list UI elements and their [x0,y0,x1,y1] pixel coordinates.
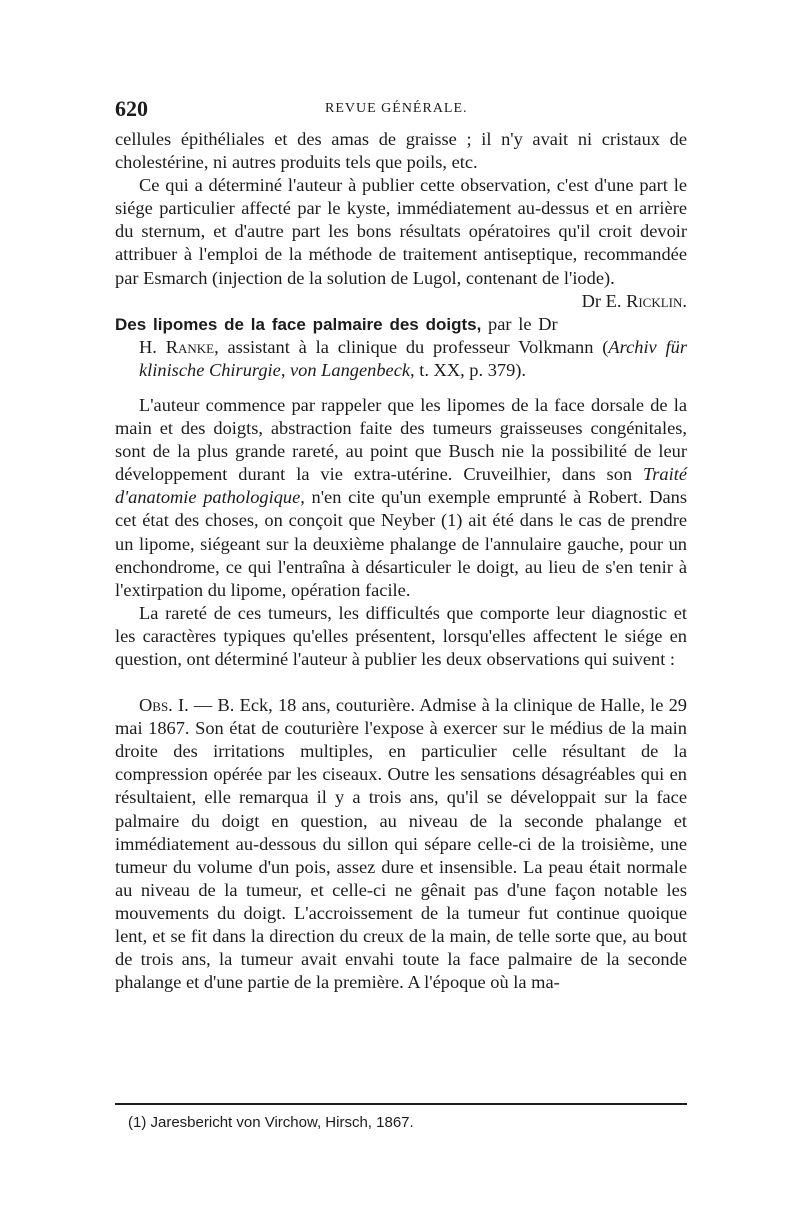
footnote: (1) Jaresbericht von Virchow, Hirsch, 1867. [128,1114,414,1131]
article-title-bold: Des lipomes de la face palmaire des doigts, [115,314,482,334]
paragraph-3a: L'auteur commence par rappeler que les lipomes de la face dorsale de la main et des doigts, abstraction faite des tumeurs graisseuses congénitales, sont de la plus grande rareté, au point que Busch nie la possibilité de leur développement durant la vie extra-utérine. Cruveilhier, dans son [115,394,687,485]
paragraph-2 [115,174,687,311]
article-title-part1: par le Dr H. [139,313,558,357]
signature [558,290,687,313]
paragraph-5-text: I. — B. Eck, 18 ans, couturière. Admise à la clinique de Halle, le 29 mai 1867. Son état de couturière l'expose à exercer sur le médius de la main droite des irritations multiples, en particulier celle résultant de la compression opérée par les ciseaux. Outre les sensations désagréables qui en résultaient, elle remarqua il y a trois ans, qu'il se développait sur la face palmaire du doigt en question, au niveau de la seconde phalange et immédiatement au-dessous du sillon qui sépare celle-ci de la troisième, une tumeur du volume d'un pois, assez dure et insensible. La peau était normale au niveau de la tumeur, et celle-ci ne gênait pas d'une façon notable les mouvements du doigt. L'accroissement de la tumeur fut continue quoique lent, et se fit dans la direction du creux de la main, de telle sorte que, au bout de trois ans, la tumeur avait envahi toute la face palmaire de la seconde phalange et d'une partie de la première. A l'époque où la ma- [115,695,687,993]
paragraph-2-text: Ce qui a déterminé l'auteur à publier cette observation, c'est d'une part le siége particulier affecté par le kyste, immédiatement au-dessus et en arrière du sternum, et d'autre part les bons résultats opératoires qu'il croit devoir attribuer à l'emploi de la méthode de traitement antiseptique, recommandée par Esmarch (injection de la solution de Lugol, contenant de l'iode). [115,175,687,288]
obs-label: Obs. [139,695,173,716]
body-text [115,128,687,994]
paragraph-3-book-title: Traité d'anatomie pathologique, [115,464,687,508]
article-title-part3: t. XX, p. 379). [414,359,526,380]
footnote-divider [115,1103,687,1105]
article-author: Ranke [165,336,215,357]
page-header [115,96,695,124]
running-title: REVUE GÉNÉRALE. [325,101,468,116]
signature-prefix: Dr E. [581,290,622,311]
signature-name: Ricklin. [626,290,687,311]
page-number: 620 [115,96,148,121]
article-journal: Archiv für klinische Chirurgie, von Langenbeck, [139,336,688,380]
paragraph-1: cellules épithéliales et des amas de graisse ; il n'y avait ni cristaux de cholestérine, ni autres produits tels que poils, etc. [115,129,687,173]
paragraph-3b: n'en cite qu'un exemple emprunté à Robert. Dans cet état des choses, on conçoit que Neyber (1) ait été dans le cas de prendre un lipome, siégeant sur la deuxième phalange de l'annulaire gauche, pour un enchondrome, ce qui l'entraîna à désarticuler le doigt, au lieu de s'en tenir à l'extirpation du lipome, opération facile. [115,487,688,600]
article-title-part2: , assistant à la clinique du professeur Volkmann ( [214,336,609,357]
paragraph-5 [115,694,687,994]
article-title [115,313,687,382]
paragraph-4: La rareté de ces tumeurs, les difficultés que comporte leur diagnostic et les caractères typiques qu'elles présentent, lorsqu'elles affectent le siége en question, ont déterminé l'auteur à publier les deux observations qui suivent : [115,602,687,669]
paragraph-3 [115,394,687,602]
